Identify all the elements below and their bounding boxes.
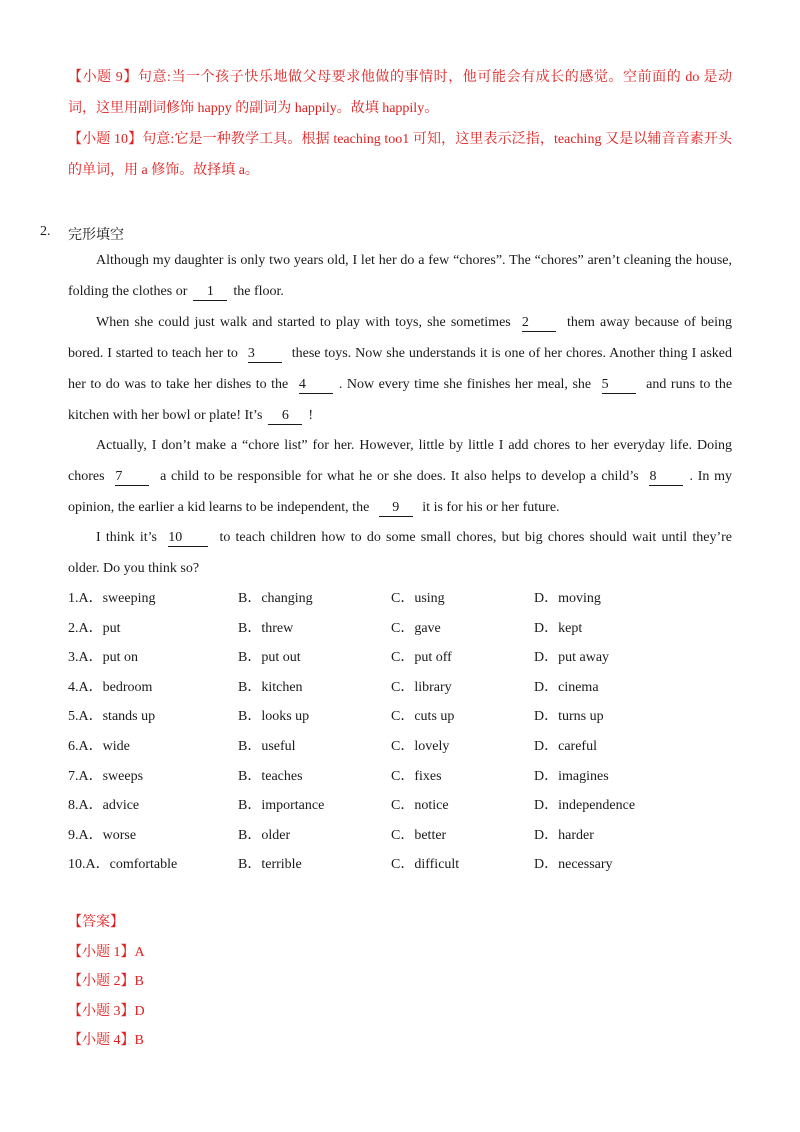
- text-run: folding the clothes or: [68, 284, 188, 299]
- passage-paragraph-4: [68, 522, 732, 584]
- option-row-10: [68, 850, 732, 880]
- blank-7: 7: [115, 469, 149, 486]
- option-row-9: [68, 821, 732, 851]
- section-number: 2.: [40, 224, 51, 239]
- text-run: opinion, the earlier a kid learns to be independent, the: [68, 500, 370, 515]
- blank-10: 10: [168, 530, 208, 547]
- passage-line: [68, 492, 732, 523]
- explanation-line: 【小题 9】句意:当一个孩子快乐地做父母要求他做的事情时，他可能会有成长的感觉。空前面的 do 是动: [68, 70, 732, 85]
- explanation-10: [68, 124, 732, 186]
- option-choice: B．teaches: [238, 768, 303, 784]
- option-choice: C．library: [391, 679, 452, 695]
- text-run: I think it’s: [96, 530, 157, 545]
- text-run: to teach children how to do some small chores, but big chores should wait until they’re: [219, 530, 732, 545]
- option-choice: B．kitchen: [238, 679, 303, 695]
- option-choice: B．looks up: [238, 709, 310, 725]
- blank-1: 1: [193, 284, 227, 301]
- text-run: them away because of being: [566, 315, 732, 330]
- explanation-line: 词，这里用副词修饰 happy 的副词为 happily。故填 happily。: [68, 101, 439, 116]
- passage-line: [68, 522, 732, 553]
- text-run: kitchen with her bowl or plate! It’s: [68, 408, 263, 423]
- text-run: a child to be responsible for what he or she does. It also helps to develop a child’s: [160, 469, 639, 484]
- option-choice: C．better: [391, 827, 447, 843]
- option-choice: D．cinema: [534, 679, 599, 695]
- option-choice: B．importance: [238, 798, 325, 814]
- passage-line: [68, 461, 732, 492]
- explanation-9: [68, 62, 732, 124]
- passage-line: [68, 400, 732, 431]
- text-run: bored. I started to teach her to: [68, 346, 238, 361]
- option-choice: D．harder: [534, 827, 594, 843]
- passage-line: [68, 338, 732, 369]
- option-choice: C．fixes: [391, 768, 442, 784]
- answer-item: 【小题 3】D: [68, 1003, 145, 1019]
- option-choice: C．difficult: [391, 857, 460, 873]
- answer-item: 【小题 2】B: [68, 974, 144, 990]
- passage-line: Although my daughter is only two years old, I let her do a few “chores”. The “chores” aren’t cleaning the house,: [96, 253, 732, 268]
- option-choice: 9.A．worse: [68, 827, 137, 843]
- option-row-6: [68, 732, 732, 762]
- option-row-1: [68, 584, 732, 614]
- options-table: [68, 584, 732, 880]
- text-run: !: [308, 408, 314, 423]
- option-choice: D．moving: [534, 591, 601, 606]
- explanation-line: 【小题 10】句意:它是一种教学工具。根据 teaching too1 可知，这里表示泛指，teaching 又是以辅音音素开头: [68, 132, 732, 147]
- text-run: . Now every time she finishes her meal, she: [338, 377, 592, 392]
- blank-8: 8: [649, 469, 683, 486]
- passage-line: older. Do you think so?: [68, 561, 200, 576]
- option-choice: D．imagines: [534, 768, 609, 784]
- option-choice: C．notice: [391, 798, 449, 814]
- text-run: and runs to the: [646, 377, 733, 392]
- passage-paragraph-3: [68, 430, 732, 523]
- option-choice: 3.A．put on: [68, 650, 138, 666]
- option-choice: B．older: [238, 827, 291, 843]
- option-choice: C．gave: [391, 620, 441, 636]
- option-choice: B．useful: [238, 738, 296, 754]
- option-row-2: [68, 614, 732, 644]
- text-run: it is for his or her future.: [422, 500, 560, 515]
- option-choice: C．using: [391, 591, 445, 606]
- option-choice: B．changing: [238, 591, 313, 606]
- option-choice: D．independence: [534, 798, 636, 814]
- option-choice: D．careful: [534, 738, 597, 754]
- option-choice: D．necessary: [534, 857, 613, 873]
- option-choice: 6.A．wide: [68, 738, 130, 754]
- answer-item: 【小题 1】A: [68, 944, 145, 960]
- blank-2: 2: [522, 315, 556, 332]
- section-title: 完形填空: [68, 228, 124, 243]
- answers-heading: 【答案】: [68, 915, 124, 930]
- answer-item: 【小题 4】B: [68, 1033, 144, 1049]
- option-choice: D．put away: [534, 650, 610, 666]
- text-run: . In my: [689, 469, 733, 484]
- option-choice: 5.A．stands up: [68, 709, 156, 725]
- option-row-3: [68, 643, 732, 673]
- option-row-7: [68, 762, 732, 792]
- option-choice: 8.A．advice: [68, 798, 140, 814]
- blank-4: 4: [299, 377, 333, 394]
- explanation-line: 的单词，用 a 修饰。故择填 a。: [68, 163, 259, 178]
- option-choice: B．threw: [238, 620, 294, 636]
- passage-line: [68, 369, 732, 400]
- option-choice: C．put off: [391, 650, 452, 666]
- option-choice: 7.A．sweeps: [68, 768, 144, 784]
- option-choice: B．terrible: [238, 857, 302, 873]
- option-row-5: [68, 702, 732, 732]
- option-choice: C．lovely: [391, 738, 450, 754]
- option-choice: 1.A．sweeping: [68, 591, 156, 606]
- blank-9: 9: [379, 500, 413, 517]
- option-choice: D．kept: [534, 620, 583, 636]
- text-run: chores: [68, 469, 105, 484]
- text-run: these toys. Now she understands it is one of her chores. Another thing I asked: [291, 346, 733, 361]
- option-choice: C．cuts up: [391, 709, 455, 725]
- passage-paragraph-1: [68, 245, 732, 307]
- text-run: the floor.: [233, 284, 284, 299]
- option-choice: 4.A．bedroom: [68, 679, 153, 695]
- text-run: When she could just walk and started to play with toys, she sometimes: [96, 315, 511, 330]
- blank-6: 6: [268, 408, 302, 425]
- option-choice: 10.A．comfortable: [68, 857, 178, 873]
- text-run: her to do was to take her dishes to the: [68, 377, 289, 392]
- blank-3: 3: [248, 346, 282, 363]
- passage-line: [68, 276, 732, 307]
- option-choice: D．turns up: [534, 709, 604, 725]
- passage-line: [68, 307, 732, 338]
- option-row-4: [68, 673, 732, 703]
- blank-5: 5: [602, 377, 636, 394]
- passage-paragraph-2: [68, 307, 732, 431]
- option-row-8: [68, 791, 732, 821]
- passage-line: Actually, I don’t make a “chore list” for her. However, little by little I add chores to her everyday life. Doing: [96, 438, 732, 453]
- option-choice: 2.A．put: [68, 620, 121, 636]
- option-choice: B．put out: [238, 650, 301, 666]
- answers-section: [68, 908, 145, 1056]
